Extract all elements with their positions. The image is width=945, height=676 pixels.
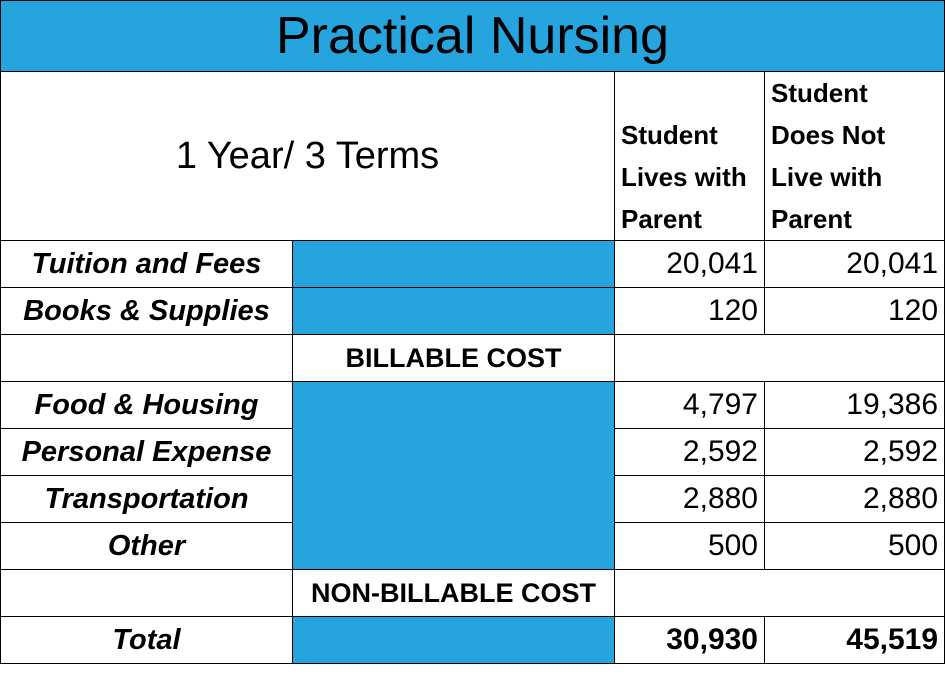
table-row bbox=[1, 382, 945, 429]
empty-cell bbox=[1, 570, 293, 617]
total-with-parent: 30,930 bbox=[615, 617, 765, 664]
value-without-parent: 120 bbox=[765, 288, 945, 335]
total-row bbox=[1, 617, 945, 664]
column-header-without-parent: Student Does Not Live with Parent bbox=[765, 72, 945, 241]
total-without-parent: 45,519 bbox=[765, 617, 945, 664]
row-label-other: Other bbox=[1, 523, 293, 570]
row-label-food-housing: Food & Housing bbox=[1, 382, 293, 429]
row-label-personal-expense: Personal Expense bbox=[1, 429, 293, 476]
row-label-transportation: Transportation bbox=[1, 476, 293, 523]
blue-spacer bbox=[293, 382, 615, 570]
blue-spacer bbox=[293, 288, 615, 335]
row-label-books: Books & Supplies bbox=[1, 288, 293, 335]
value-with-parent: 20,041 bbox=[615, 241, 765, 288]
value-with-parent: 120 bbox=[615, 288, 765, 335]
value-with-parent: 2,880 bbox=[615, 476, 765, 523]
value-without-parent: 20,041 bbox=[765, 241, 945, 288]
value-with-parent: 500 bbox=[615, 523, 765, 570]
section-row bbox=[1, 570, 945, 617]
row-label-tuition: Tuition and Fees bbox=[1, 241, 293, 288]
total-label: Total bbox=[1, 617, 293, 664]
value-without-parent: 500 bbox=[765, 523, 945, 570]
empty-cell bbox=[615, 570, 945, 617]
value-with-parent: 2,592 bbox=[615, 429, 765, 476]
empty-cell bbox=[615, 335, 945, 382]
program-duration: 1 Year/ 3 Terms bbox=[1, 72, 615, 241]
billable-cost-label: BILLABLE COST bbox=[293, 335, 615, 382]
table-row bbox=[1, 241, 945, 288]
blue-spacer bbox=[293, 617, 615, 664]
blue-spacer bbox=[293, 241, 615, 288]
non-billable-cost-label: NON-BILLABLE COST bbox=[293, 570, 615, 617]
column-header-with-parent: Student Lives with Parent bbox=[615, 72, 765, 241]
value-without-parent: 2,880 bbox=[765, 476, 945, 523]
value-without-parent: 2,592 bbox=[765, 429, 945, 476]
program-title: Practical Nursing bbox=[1, 1, 945, 72]
section-row bbox=[1, 335, 945, 382]
value-without-parent: 19,386 bbox=[765, 382, 945, 429]
empty-cell bbox=[1, 335, 293, 382]
table-row bbox=[1, 288, 945, 335]
value-with-parent: 4,797 bbox=[615, 382, 765, 429]
